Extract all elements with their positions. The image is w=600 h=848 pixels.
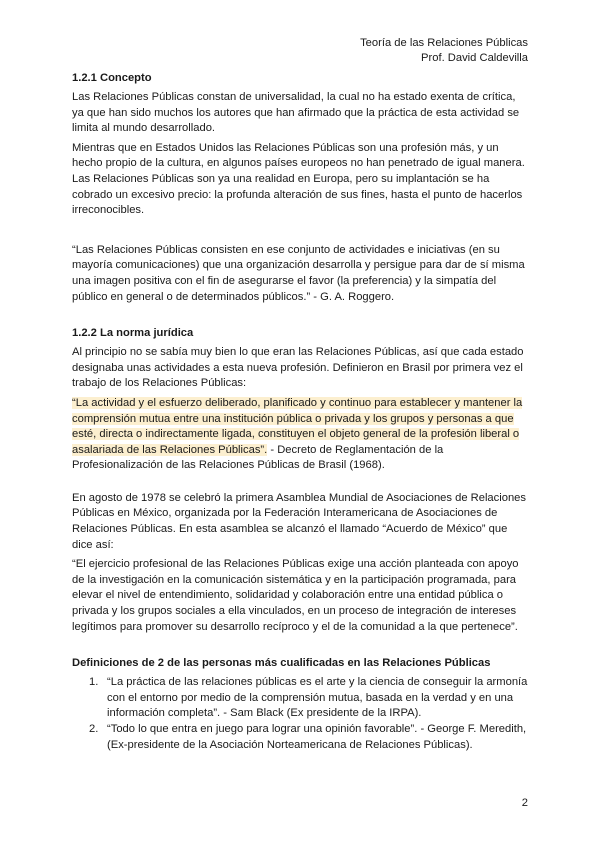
paragraph: Al principio no se sabía muy bien lo que eran las Relaciones Públicas, así que cada estado designaba unas actividades a esta nueva profesión. Definieron en Brasil por primera vez el trabajo de los Relaciones Públicas: bbox=[72, 346, 524, 390]
list-item bbox=[72, 675, 528, 722]
paragraph: Las Relaciones Públicas constan de universalidad, la cual no ha estado exenta de crítica, ya que han sido muchos los autores que han afirmado que la práctica de esta actividad se limita al mundo desarrollado. bbox=[72, 91, 520, 135]
quote-source: - Decreto de Reglamentación de la Profesionalización de las Relaciones Públicas de Brasil (1968). bbox=[72, 443, 444, 472]
header-title: Teoría de las Relaciones Públicas bbox=[360, 37, 528, 49]
brazil-definition bbox=[72, 396, 528, 474]
paragraph: En agosto de 1978 se celebró la primera Asamblea Mundial de Asociaciones de Relaciones Públicas en México, organizada por la Federación Interamericana de Asociaciones de Relaciones Públicas. En esta asamblea se alcanzó el llamado “Acuerdo de México” que dice así: bbox=[72, 491, 526, 551]
list-item-text: “La práctica de las relaciones públicas es el arte y la ciencia de conseguir la armonía con el entorno por medio de la comprensión mutua, basada en la verdad y en una información completa”. - Sam Black (Ex presidente de la IRPA). bbox=[107, 676, 528, 720]
list-number: 1. bbox=[89, 676, 99, 689]
section-heading-definiciones: Definiciones de 2 de las personas más cualificadas en las Relaciones Públicas bbox=[72, 657, 491, 670]
list-number: 2. bbox=[89, 723, 99, 735]
quote-acuerdo-mexico: “El ejercicio profesional de las Relaciones Públicas exige una acción planteada con apoyo de la investigación en la comunicación sistemática y en la participación programada, para elevar el nivel de entendimiento, solidaridad y colaboración entre una entidad pública o privada y los grupos sociales a ella vinculados, en un proceso de integración de intereses legítimos para promover su desarrollo recíproco y el de la comunidad a la que pertenece”. bbox=[72, 558, 519, 633]
list-item bbox=[72, 722, 528, 753]
section-heading-concepto: 1.2.1 Concepto bbox=[72, 72, 152, 84]
section-heading-norma: 1.2.2 La norma jurídica bbox=[72, 327, 194, 340]
page-header bbox=[360, 36, 528, 66]
quote-roggero: “Las Relaciones Públicas consisten en ese conjunto de actividades e iniciativas (en su mayoría comunicaciones) que una organización desarrolla y persigue para dar de sí misma una imagen positiva con el fin de asegurarse el favor (la preferencia) y la simpatía del público en general o de determinados públicos.” - G. A. Roggero. bbox=[72, 243, 525, 303]
highlighted-quote: “La actividad y el esfuerzo deliberado, planificado y continuo para establecer y mantener la comprensión mutua entre una institución pública o privada y los grupos y personas a que esté, directa o indirectamente ligada, constituyen el objeto general de la profesión liberal o asalariada de las Relaciones Públicas”. bbox=[72, 396, 523, 456]
header-author: Prof. David Caldevilla bbox=[421, 52, 528, 64]
page-number: 2 bbox=[521, 797, 528, 809]
page-body bbox=[72, 70, 528, 753]
list-item-text: “Todo lo que entra en juego para lograr una opinión favorable”. - George F. Meredith, (Ex-presidente de la Asociación Norteamericana de Relaciones Públicas). bbox=[107, 723, 527, 751]
definitions-list bbox=[72, 675, 528, 753]
paragraph: Mientras que en Estados Unidos las Relaciones Públicas son una profesión más, y un hecho propio de la cultura, en algunos países europeos no han penetrado de igual manera. Las Relaciones Públicas son ya una realidad en Europa, pero su implantación se ha cobrado un excesivo precio: la profunda alteración de sus fines, hasta el punto de hacerlos irreconocibles. bbox=[72, 141, 525, 217]
